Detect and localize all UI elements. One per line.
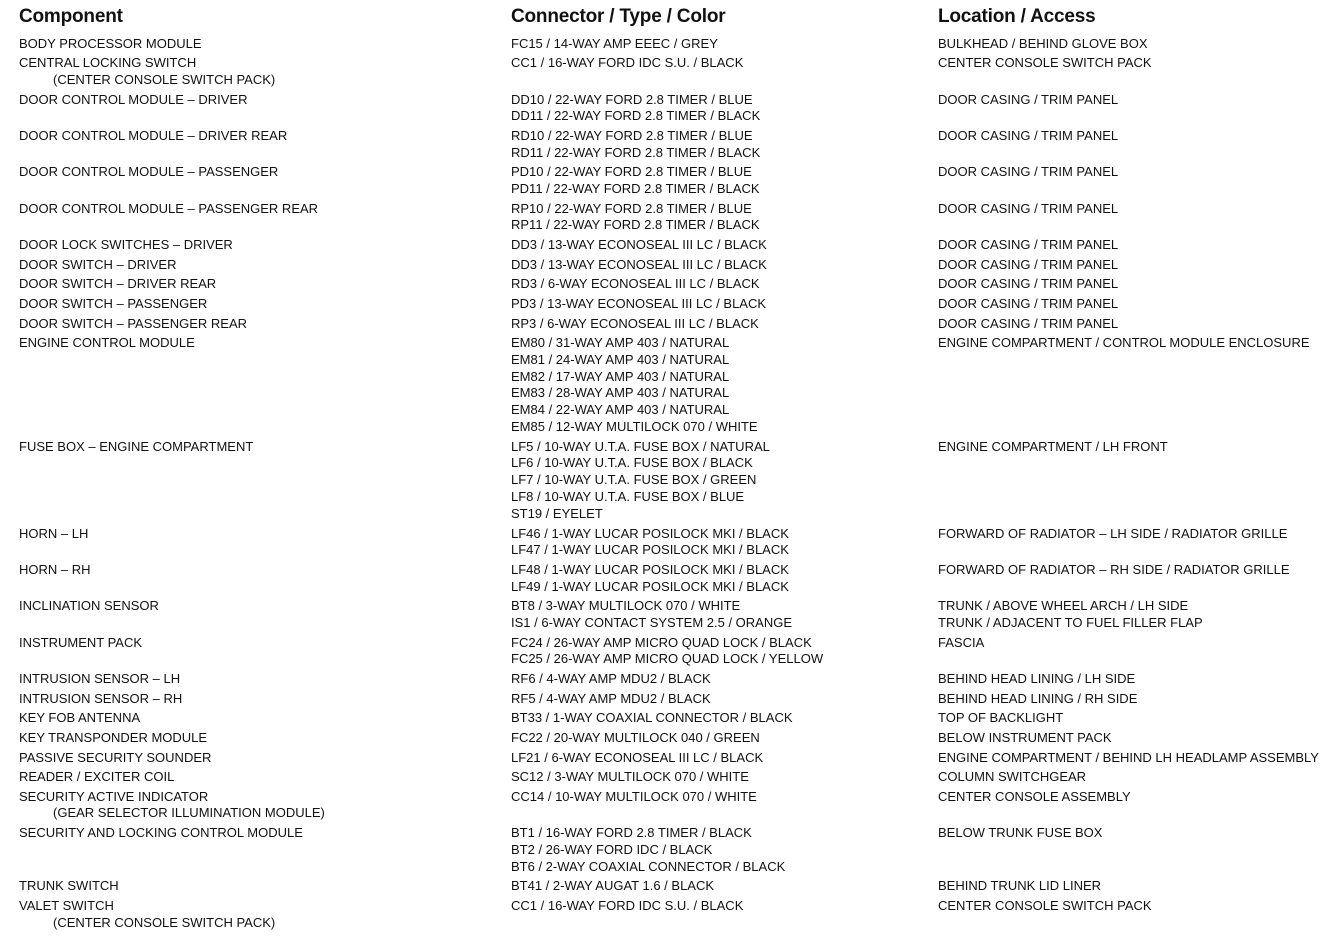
header-component: Component <box>19 6 123 27</box>
component-cell-line: DOOR CONTROL MODULE – DRIVER <box>19 91 248 107</box>
connector-cell-line: ST19 / EYELET <box>511 505 603 521</box>
component-cell-line: DOOR LOCK SWITCHES – DRIVER <box>19 237 233 253</box>
connector-cell <box>511 526 931 560</box>
component-cell <box>19 128 499 145</box>
location-cell-line: BEHIND HEAD LINING / LH SIDE <box>938 671 1136 687</box>
connector-cell-line: LF46 / 1-WAY LUCAR POSILOCK MKI / BLACK <box>511 525 789 541</box>
location-cell <box>938 671 1338 688</box>
location-cell-line: ENGINE COMPARTMENT / BEHIND LH HEADLAMP ASSEMBLY <box>938 749 1319 765</box>
component-cell <box>19 730 499 747</box>
location-cell <box>938 92 1338 109</box>
location-cell-line: TOP OF BACKLIGHT <box>938 710 1064 726</box>
location-cell-line: CENTER CONSOLE SWITCH PACK <box>938 897 1152 913</box>
component-cell-line: INTRUSION SENSOR – RH <box>19 690 183 706</box>
location-cell <box>938 562 1338 579</box>
connector-cell <box>511 598 931 632</box>
location-cell-line: BEHIND HEAD LINING / RH SIDE <box>938 690 1138 706</box>
component-cell <box>19 335 499 352</box>
component-cell-line: INTRUSION SENSOR – LH <box>19 671 181 687</box>
location-cell-line: DOOR CASING / TRIM PANEL <box>938 91 1119 107</box>
location-cell <box>938 128 1338 145</box>
connector-cell-line: LF21 / 6-WAY ECONOSEAL III LC / BLACK <box>511 749 764 765</box>
location-cell-line: TRUNK / ABOVE WHEEL ARCH / LH SIDE <box>938 598 1189 614</box>
component-cell-line: DOOR SWITCH – DRIVER <box>19 256 177 272</box>
component-cell <box>19 562 499 579</box>
connector-cell-line: BT33 / 1-WAY COAXIAL CONNECTOR / BLACK <box>511 710 793 726</box>
component-cell-line: INCLINATION SENSOR <box>19 598 159 614</box>
connector-cell-line: DD11 / 22-WAY FORD 2.8 TIMER / BLACK <box>511 108 761 124</box>
location-cell <box>938 276 1338 293</box>
component-cell <box>19 825 499 842</box>
component-cell-line: (CENTER CONSOLE SWITCH PACK) <box>53 71 276 87</box>
connector-cell-line: BT2 / 26-WAY FORD IDC / BLACK <box>511 841 713 857</box>
connector-cell-line: LF49 / 1-WAY LUCAR POSILOCK MKI / BLACK <box>511 578 789 594</box>
connector-cell <box>511 710 931 727</box>
location-cell-line: DOOR CASING / TRIM PANEL <box>938 256 1119 272</box>
component-cell <box>19 164 499 181</box>
connector-cell-line: CC1 / 16-WAY FORD IDC S.U. / BLACK <box>511 897 744 913</box>
location-cell-line: FORWARD OF RADIATOR – LH SIDE / RADIATOR GRILLE <box>938 525 1288 541</box>
component-cell-line: SECURITY ACTIVE INDICATOR <box>19 788 209 804</box>
connector-cell <box>511 730 931 747</box>
connector-cell-line: EM82 / 17-WAY AMP 403 / NATURAL <box>511 368 730 384</box>
location-cell-line: DOOR CASING / TRIM PANEL <box>938 164 1119 180</box>
connector-cell <box>511 164 931 198</box>
connector-cell <box>511 36 931 53</box>
connector-cell-line: BT41 / 2-WAY AUGAT 1.6 / BLACK <box>511 878 715 894</box>
component-cell-line: SECURITY AND LOCKING CONTROL MODULE <box>19 825 303 841</box>
connector-cell <box>511 898 931 915</box>
component-cell-line: DOOR CONTROL MODULE – PASSENGER <box>19 164 279 180</box>
component-cell <box>19 635 499 652</box>
component-cell <box>19 710 499 727</box>
connector-cell <box>511 55 931 72</box>
connector-cell-line: PD3 / 13-WAY ECONOSEAL III LC / BLACK <box>511 295 767 311</box>
connector-cell-line: PD10 / 22-WAY FORD 2.8 TIMER / BLUE <box>511 164 752 180</box>
component-cell <box>19 257 499 274</box>
connector-cell <box>511 316 931 333</box>
component-cell <box>19 92 499 109</box>
connector-cell <box>511 128 931 162</box>
connector-cell-line: FC15 / 14-WAY AMP EEEC / GREY <box>511 35 718 51</box>
component-cell <box>19 691 499 708</box>
connector-cell-line: RF5 / 4-WAY AMP MDU2 / BLACK <box>511 690 711 706</box>
location-cell <box>938 825 1338 842</box>
component-cell-line: TRUNK SWITCH <box>19 878 119 894</box>
location-cell <box>938 36 1338 53</box>
location-cell <box>938 769 1338 786</box>
component-cell-line: READER / EXCITER COIL <box>19 769 175 785</box>
location-cell <box>938 789 1338 806</box>
connector-cell-line: EM83 / 28-WAY AMP 403 / NATURAL <box>511 385 730 401</box>
component-cell <box>19 526 499 543</box>
connector-cell <box>511 92 931 126</box>
location-cell <box>938 316 1338 333</box>
component-cell <box>19 769 499 786</box>
connector-cell-line: RP11 / 22-WAY FORD 2.8 TIMER / BLACK <box>511 217 760 233</box>
connector-cell <box>511 691 931 708</box>
component-cell-line: VALET SWITCH <box>19 897 114 913</box>
component-cell-line: CENTRAL LOCKING SWITCH <box>19 55 197 71</box>
connector-cell-line: LF8 / 10-WAY U.T.A. FUSE BOX / BLUE <box>511 489 745 505</box>
connector-cell <box>511 750 931 767</box>
connector-cell-line: LF6 / 10-WAY U.T.A. FUSE BOX / BLACK <box>511 455 753 471</box>
connector-cell-line: DD3 / 13-WAY ECONOSEAL III LC / BLACK <box>511 256 767 272</box>
location-cell-line: COLUMN SWITCHGEAR <box>938 769 1087 785</box>
location-cell <box>938 296 1338 313</box>
connector-cell-line: RP3 / 6-WAY ECONOSEAL III LC / BLACK <box>511 315 759 331</box>
component-cell-line: (GEAR SELECTOR ILLUMINATION MODULE) <box>53 805 325 821</box>
connector-cell-line: RF6 / 4-WAY AMP MDU2 / BLACK <box>511 671 711 687</box>
location-cell <box>938 335 1338 352</box>
connector-cell-line: FC24 / 26-WAY AMP MICRO QUAD LOCK / BLACK <box>511 634 812 650</box>
connector-cell-line: RP10 / 22-WAY FORD 2.8 TIMER / BLUE <box>511 200 752 216</box>
location-cell-line: BELOW INSTRUMENT PACK <box>938 729 1112 745</box>
connector-cell-line: LF48 / 1-WAY LUCAR POSILOCK MKI / BLACK <box>511 561 789 577</box>
connector-cell-line: LF5 / 10-WAY U.T.A. FUSE BOX / NATURAL <box>511 438 770 454</box>
location-cell-line: BELOW TRUNK FUSE BOX <box>938 825 1103 841</box>
component-cell <box>19 201 499 218</box>
location-cell-line: DOOR CASING / TRIM PANEL <box>938 295 1119 311</box>
location-cell-line: ENGINE COMPARTMENT / CONTROL MODULE ENCLOSURE <box>938 335 1310 351</box>
location-cell <box>938 439 1338 456</box>
location-cell-line: DOOR CASING / TRIM PANEL <box>938 127 1119 143</box>
location-cell-line: DOOR CASING / TRIM PANEL <box>938 237 1119 253</box>
component-cell-line: KEY TRANSPONDER MODULE <box>19 729 208 745</box>
connector-cell <box>511 789 931 806</box>
connector-cell-line: FC22 / 20-WAY MULTILOCK 040 / GREEN <box>511 729 760 745</box>
location-cell-line: DOOR CASING / TRIM PANEL <box>938 315 1119 331</box>
component-cell-line: HORN – RH <box>19 561 91 577</box>
component-cell-line: HORN – LH <box>19 525 89 541</box>
component-cell <box>19 36 499 53</box>
location-cell-line: BULKHEAD / BEHIND GLOVE BOX <box>938 35 1148 51</box>
connector-cell-line: BT6 / 2-WAY COAXIAL CONNECTOR / BLACK <box>511 858 786 874</box>
location-cell-line: DOOR CASING / TRIM PANEL <box>938 200 1119 216</box>
connector-cell-line: DD3 / 13-WAY ECONOSEAL III LC / BLACK <box>511 237 767 253</box>
location-cell <box>938 598 1338 632</box>
component-cell <box>19 237 499 254</box>
connector-cell-line: RD10 / 22-WAY FORD 2.8 TIMER / BLUE <box>511 127 753 143</box>
location-cell-line: FASCIA <box>938 634 985 650</box>
connector-cell-line: PD11 / 22-WAY FORD 2.8 TIMER / BLACK <box>511 181 760 197</box>
location-cell <box>938 635 1338 652</box>
component-cell-line: DOOR SWITCH – PASSENGER <box>19 295 208 311</box>
component-cell <box>19 789 499 823</box>
location-cell <box>938 526 1338 543</box>
connector-cell-line: RD3 / 6-WAY ECONOSEAL III LC / BLACK <box>511 276 760 292</box>
connector-cell-line: IS1 / 6-WAY CONTACT SYSTEM 2.5 / ORANGE <box>511 615 793 631</box>
connector-cell-line: LF7 / 10-WAY U.T.A. FUSE BOX / GREEN <box>511 472 757 488</box>
component-cell-line: (CENTER CONSOLE SWITCH PACK) <box>53 914 276 930</box>
connector-cell-line: LF47 / 1-WAY LUCAR POSILOCK MKI / BLACK <box>511 542 789 558</box>
component-cell <box>19 276 499 293</box>
header-connector: Connector / Type / Color <box>511 6 726 27</box>
location-cell <box>938 201 1338 218</box>
location-cell <box>938 878 1338 895</box>
connector-cell-line: BT1 / 16-WAY FORD 2.8 TIMER / BLACK <box>511 825 752 841</box>
connector-cell-line: CC1 / 16-WAY FORD IDC S.U. / BLACK <box>511 55 744 71</box>
location-cell <box>938 691 1338 708</box>
connector-cell <box>511 562 931 596</box>
connector-cell-line: EM85 / 12-WAY MULTILOCK 070 / WHITE <box>511 419 758 435</box>
connector-cell-line: SC12 / 3-WAY MULTILOCK 070 / WHITE <box>511 769 749 785</box>
component-cell <box>19 671 499 688</box>
component-cell <box>19 598 499 615</box>
location-cell <box>938 898 1338 915</box>
location-cell-line: DOOR CASING / TRIM PANEL <box>938 276 1119 292</box>
connector-cell <box>511 769 931 786</box>
location-cell-line: CENTER CONSOLE ASSEMBLY <box>938 788 1131 804</box>
location-cell <box>938 710 1338 727</box>
location-cell-line: TRUNK / ADJACENT TO FUEL FILLER FLAP <box>938 615 1203 631</box>
component-cell-line: INSTRUMENT PACK <box>19 634 143 650</box>
component-cell <box>19 316 499 333</box>
location-cell <box>938 55 1338 72</box>
location-cell-line: ENGINE COMPARTMENT / LH FRONT <box>938 438 1168 454</box>
component-cell <box>19 296 499 313</box>
component-cell-line: DOOR CONTROL MODULE – DRIVER REAR <box>19 127 288 143</box>
location-cell <box>938 730 1338 747</box>
connector-cell <box>511 439 931 523</box>
component-cell-line: PASSIVE SECURITY SOUNDER <box>19 749 212 765</box>
location-cell <box>938 164 1338 181</box>
connector-cell <box>511 237 931 254</box>
component-cell-line: FUSE BOX – ENGINE COMPARTMENT <box>19 438 254 454</box>
connector-cell <box>511 878 931 895</box>
component-cell <box>19 750 499 767</box>
location-cell-line: CENTER CONSOLE SWITCH PACK <box>938 55 1152 71</box>
component-cell <box>19 898 499 932</box>
connector-cell <box>511 671 931 688</box>
component-cell-line: DOOR SWITCH – PASSENGER REAR <box>19 315 248 331</box>
component-cell-line: DOOR CONTROL MODULE – PASSENGER REAR <box>19 200 319 216</box>
location-cell <box>938 750 1338 767</box>
connector-cell-line: EM81 / 24-WAY AMP 403 / NATURAL <box>511 351 730 367</box>
connector-cell <box>511 296 931 313</box>
component-cell <box>19 878 499 895</box>
connector-cell <box>511 335 931 436</box>
header-location: Location / Access <box>938 6 1096 27</box>
connector-cell-line: EM84 / 22-WAY AMP 403 / NATURAL <box>511 402 730 418</box>
connector-cell <box>511 276 931 293</box>
location-cell-line: BEHIND TRUNK LID LINER <box>938 878 1102 894</box>
component-cell-line: KEY FOB ANTENNA <box>19 710 141 726</box>
connector-cell <box>511 257 931 274</box>
component-cell-line: DOOR SWITCH – DRIVER REAR <box>19 276 217 292</box>
location-cell <box>938 257 1338 274</box>
connector-cell-line: EM80 / 31-WAY AMP 403 / NATURAL <box>511 335 730 351</box>
connector-cell-line: BT8 / 3-WAY MULTILOCK 070 / WHITE <box>511 598 741 614</box>
connector-cell-line: CC14 / 10-WAY MULTILOCK 070 / WHITE <box>511 788 757 804</box>
connector-cell-line: DD10 / 22-WAY FORD 2.8 TIMER / BLUE <box>511 91 753 107</box>
component-cell <box>19 439 499 456</box>
component-cell-line: BODY PROCESSOR MODULE <box>19 35 202 51</box>
component-cell <box>19 55 499 89</box>
connector-cell <box>511 825 931 875</box>
connector-cell <box>511 201 931 235</box>
location-cell-line: FORWARD OF RADIATOR – RH SIDE / RADIATOR GRILLE <box>938 561 1290 577</box>
connector-cell-line: RD11 / 22-WAY FORD 2.8 TIMER / BLACK <box>511 144 761 160</box>
connector-cell <box>511 635 931 669</box>
location-cell <box>938 237 1338 254</box>
connector-cell-line: FC25 / 26-WAY AMP MICRO QUAD LOCK / YELLOW <box>511 651 824 667</box>
component-cell-line: ENGINE CONTROL MODULE <box>19 335 195 351</box>
